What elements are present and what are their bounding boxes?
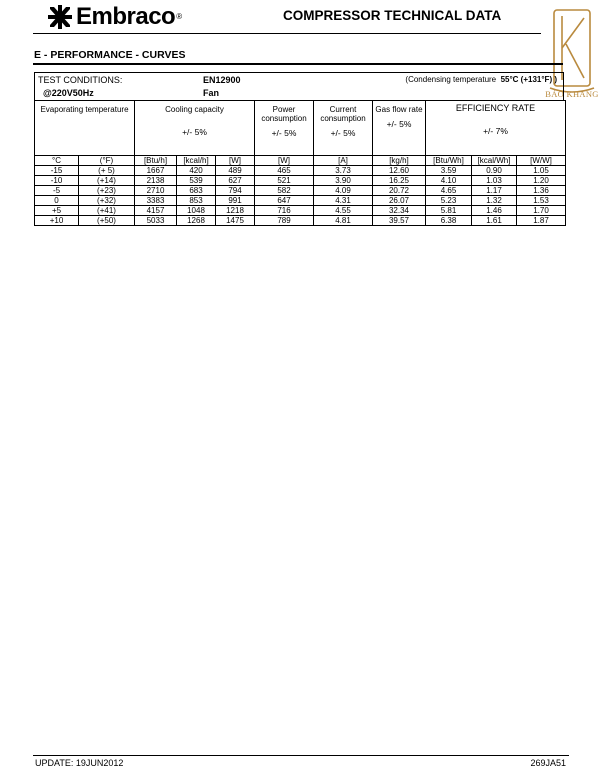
units-row [35,156,566,166]
test-cooling-type: Fan [203,88,220,98]
test-standard: EN12900 [203,75,241,85]
data-cell: 991 [216,196,255,206]
evap-temp-c: 0 [35,196,79,206]
data-cell: 1.20 [517,176,566,186]
power-label: Power consumption [261,105,307,123]
table-row [35,176,566,186]
data-cell: 5.81 [426,206,472,216]
data-cell: 5.23 [426,196,472,206]
footer-divider [33,755,569,756]
evap-temp-f: (+32) [79,196,135,206]
data-cell: 465 [255,166,314,176]
unit-cell: [W/W] [517,156,566,166]
evap-temp-f: (+23) [79,186,135,196]
evap-temp-c: -5 [35,186,79,196]
unit-cell: [W] [255,156,314,166]
data-cell: 1048 [177,206,216,216]
unit-cell: (°F) [79,156,135,166]
section-divider [33,63,563,65]
data-cell: 1.61 [472,216,517,226]
brand-name: Embraco [76,3,176,30]
evap-temp-f: (+ 5) [79,166,135,176]
data-cell: 4.10 [426,176,472,186]
data-cell: 489 [216,166,255,176]
efficiency-label: EFFICIENCY RATE [455,103,536,113]
data-cell: 4.65 [426,186,472,196]
performance-table [34,100,566,226]
data-cell: 4.31 [314,196,373,206]
data-cell: 716 [255,206,314,216]
data-cell: 1218 [216,206,255,216]
data-cell: 1.17 [472,186,517,196]
condensing-label: (Condensing temperature [405,75,497,84]
current-tolerance: +/- 5% [330,128,356,138]
data-cell: 3.73 [314,166,373,176]
data-cell: 0.90 [472,166,517,176]
data-cell: 582 [255,186,314,196]
data-cell: 2710 [135,186,177,196]
condensing-value: 55°C (+131°F) ) [500,75,557,84]
data-cell: 4.55 [314,206,373,216]
data-cell: 789 [255,216,314,226]
data-cell: 1.36 [517,186,566,196]
evap-temp-f: (+14) [79,176,135,186]
table-row [35,186,566,196]
data-cell: 683 [177,186,216,196]
data-cell: 627 [216,176,255,186]
data-cell: 1475 [216,216,255,226]
header-gas-flow-rate [373,101,426,156]
data-cell: 420 [177,166,216,176]
data-cell: 39.57 [373,216,426,226]
data-cell: 1.53 [517,196,566,206]
header-divider [33,33,541,34]
header-cooling-capacity [135,101,255,156]
cooling-label: Cooling capacity [165,105,224,114]
evap-temp-f: (+50) [79,216,135,226]
data-cell: 20.72 [373,186,426,196]
data-cell: 3.90 [314,176,373,186]
data-cell: 794 [216,186,255,196]
evap-temp-f: (+41) [79,206,135,216]
data-cell: 647 [255,196,314,206]
data-cell: 1.87 [517,216,566,226]
condensing-temperature [405,75,557,84]
data-cell: 2138 [135,176,177,186]
model-code: 269JA51 [530,758,566,768]
embraco-snowflake-icon [46,4,74,30]
table-row [35,216,566,226]
unit-cell: [Btu/h] [135,156,177,166]
data-cell: 1.05 [517,166,566,176]
unit-cell: [kcal/Wh] [472,156,517,166]
registered-mark: ® [176,12,183,21]
data-cell: 853 [177,196,216,206]
data-cell: 1667 [135,166,177,176]
gasflow-tolerance: +/- 5% [386,119,412,129]
gasflow-label: Gas flow rate [375,105,423,114]
data-cell: 12.60 [373,166,426,176]
table-row [35,196,566,206]
data-cell: 3.59 [426,166,472,176]
test-conditions-box [34,72,564,100]
update-date: UPDATE: 19JUN2012 [35,758,124,768]
evap-temp-c: +5 [35,206,79,216]
data-cell: 4.09 [314,186,373,196]
data-cell: 6.38 [426,216,472,226]
unit-cell: [kg/h] [373,156,426,166]
header-efficiency-rate [426,101,566,156]
bao-khang-wordmark: BẢO KHANG [545,89,599,99]
data-cell: 32.34 [373,206,426,216]
table-row [35,206,566,216]
embraco-logo [46,4,182,30]
data-cell: 4157 [135,206,177,216]
data-cell: 539 [177,176,216,186]
unit-cell: [W] [216,156,255,166]
header-current-consumption [314,101,373,156]
data-cell: 1.70 [517,206,566,216]
data-cell: 1.03 [472,176,517,186]
evap-temp-c: -10 [35,176,79,186]
section-title: E - PERFORMANCE - CURVES [34,49,186,61]
data-cell: 16.25 [373,176,426,186]
cooling-tolerance: +/- 5% [182,127,207,137]
current-label: Current consumption [320,105,366,123]
data-cell: 521 [255,176,314,186]
evap-temp-c: +10 [35,216,79,226]
test-power-supply: @220V50Hz [43,88,94,98]
header-evaporating-temperature [35,101,135,156]
evap-temp-c: -15 [35,166,79,176]
data-cell: 26.07 [373,196,426,206]
unit-cell: [kcal/h] [177,156,216,166]
header-power-consumption [255,101,314,156]
data-cell: 1.32 [472,196,517,206]
test-conditions-label: TEST CONDITIONS: [38,75,123,85]
power-tolerance: +/- 5% [271,128,297,138]
data-cell: 5033 [135,216,177,226]
table-row [35,166,566,176]
unit-cell: °C [35,156,79,166]
unit-cell: [A] [314,156,373,166]
data-cell: 4.81 [314,216,373,226]
evap-label: Evaporating temperature [40,105,129,114]
document-title: COMPRESSOR TECHNICAL DATA [283,8,502,23]
efficiency-tolerance: +/- 7% [483,126,508,136]
data-cell: 3383 [135,196,177,206]
data-cell: 1268 [177,216,216,226]
data-cell: 1.46 [472,206,517,216]
unit-cell: [Btu/Wh] [426,156,472,166]
